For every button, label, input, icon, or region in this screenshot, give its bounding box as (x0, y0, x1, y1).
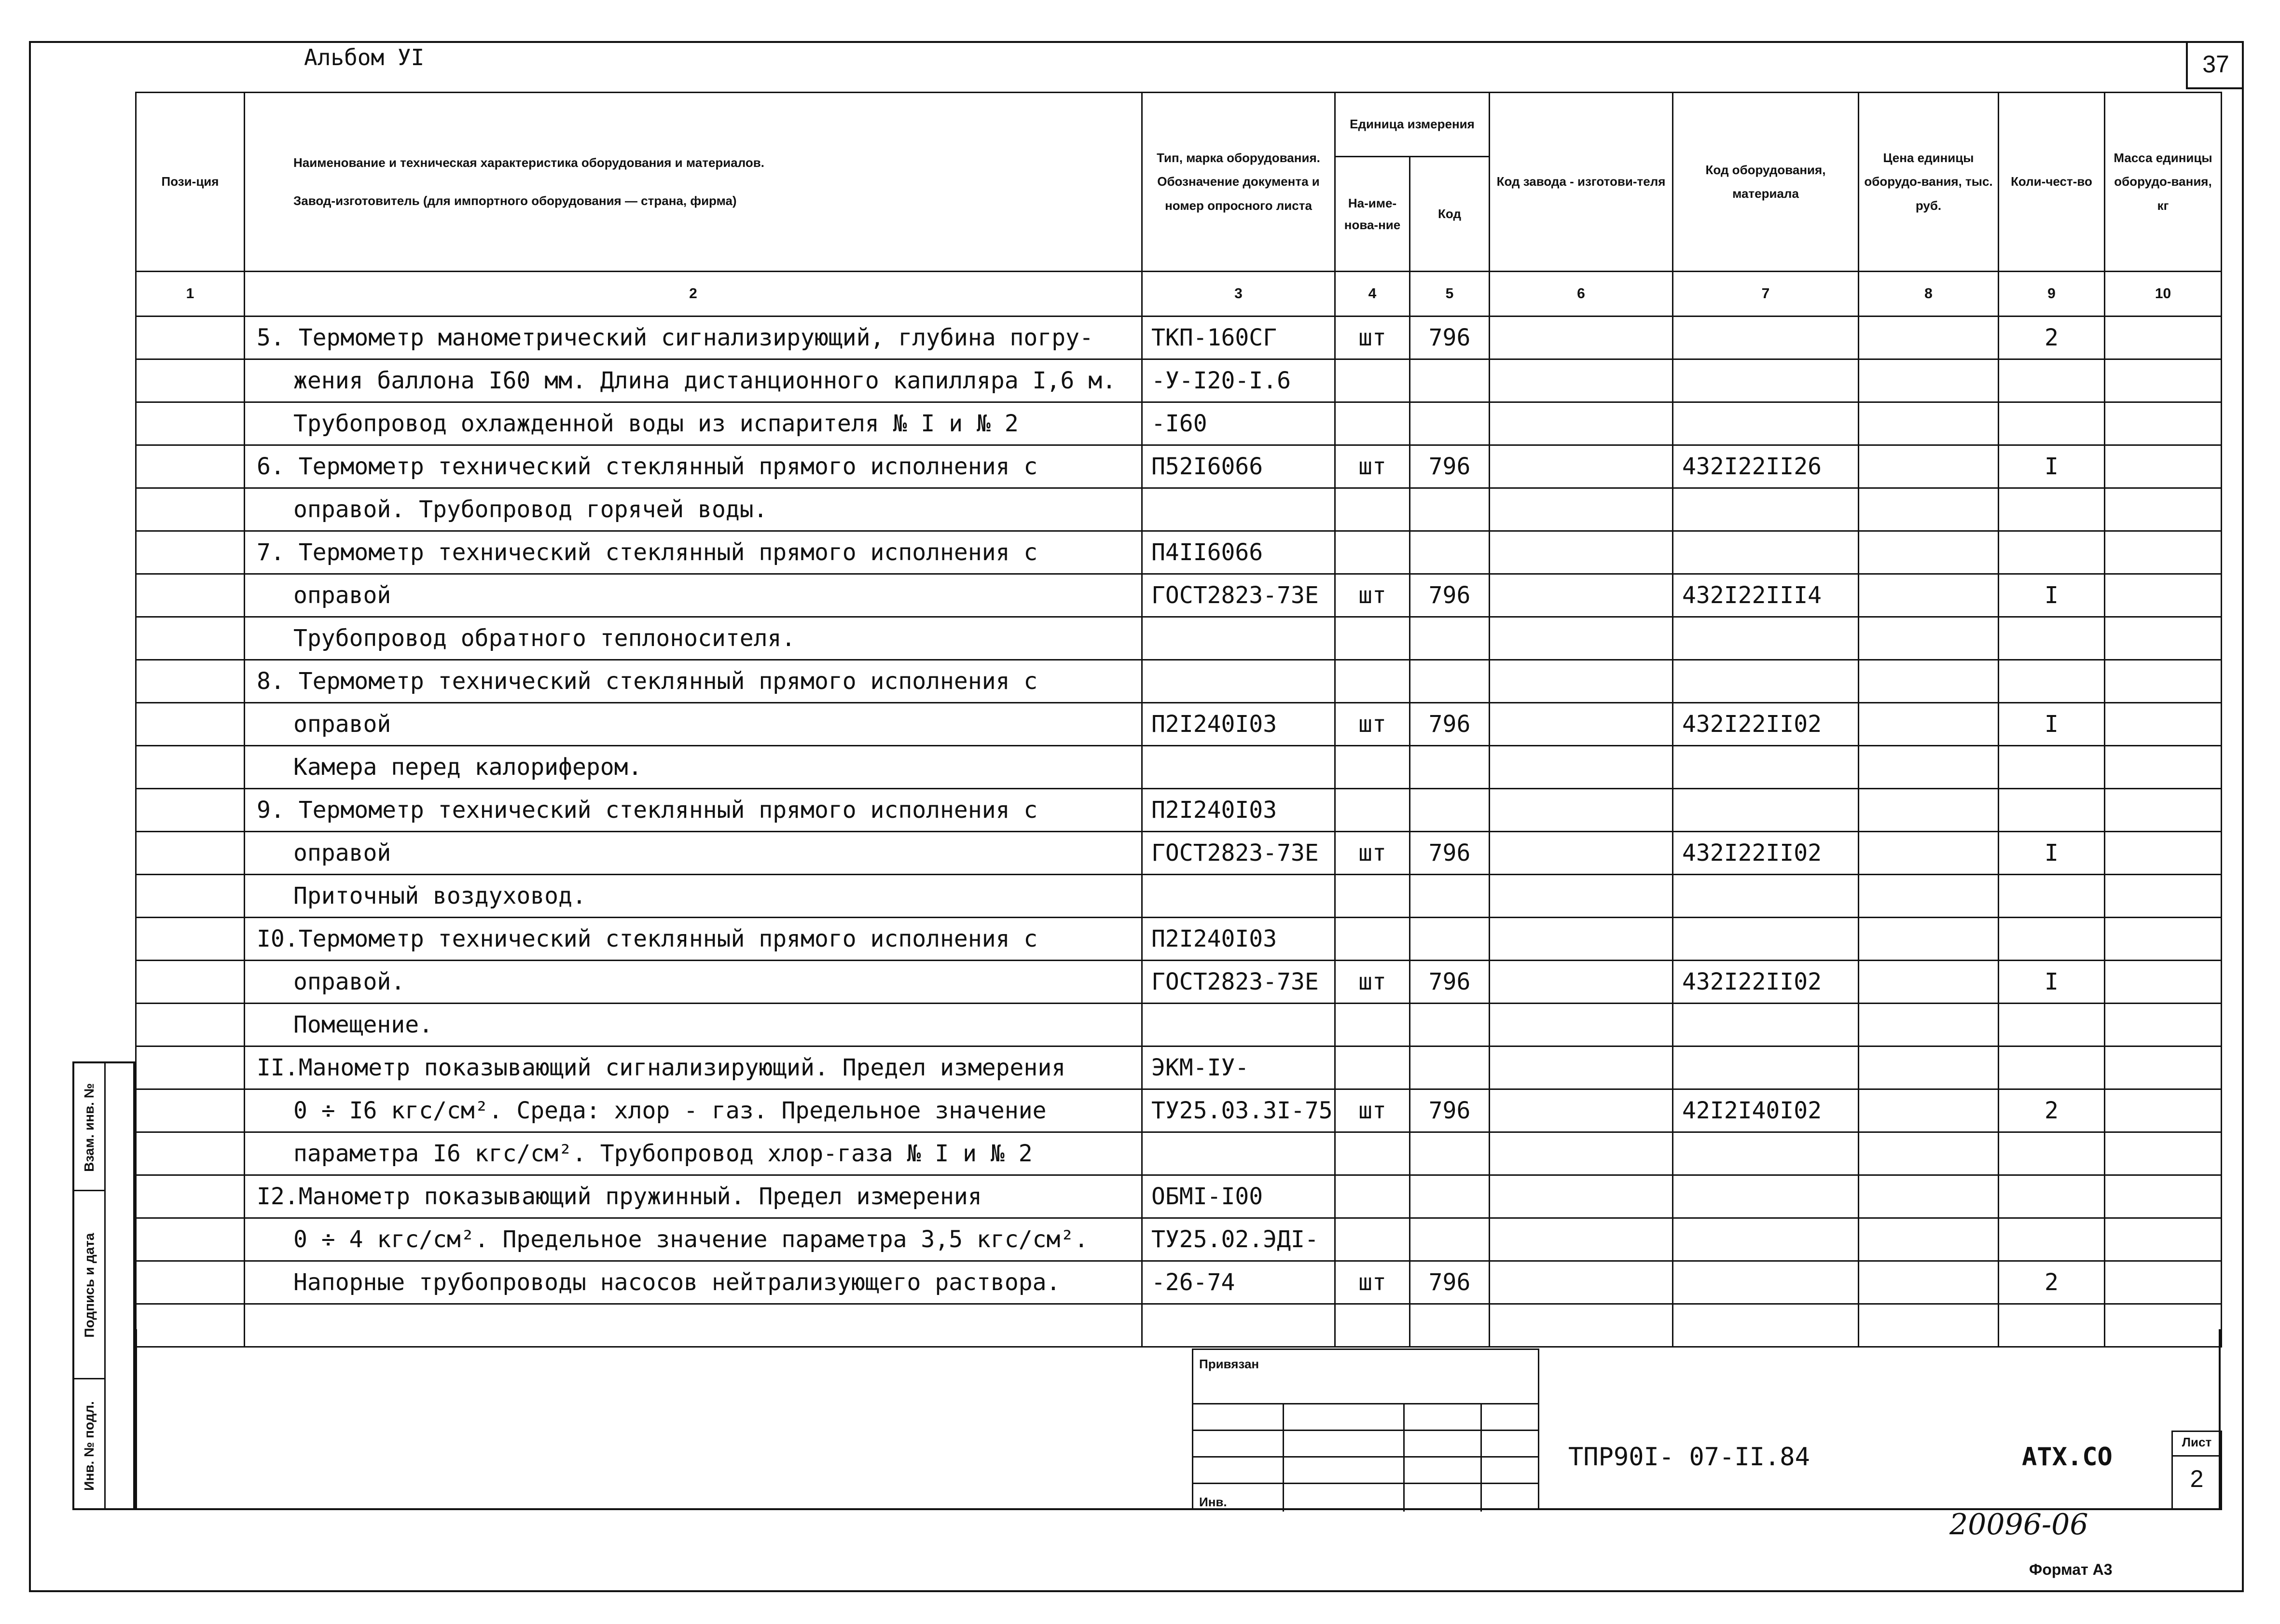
table-row (136, 531, 2222, 574)
cell-unit: шт (1335, 1261, 1410, 1304)
cell-position (136, 1004, 245, 1046)
cell-unit (1335, 789, 1410, 832)
cell-plant-code (1490, 488, 1673, 531)
cell-name: Помещение. (245, 1004, 1142, 1046)
linked-stamp (1192, 1349, 1539, 1510)
cell-qty (1999, 789, 2105, 832)
cell-price (1859, 488, 1999, 531)
side-stamp (72, 1061, 135, 1510)
cell-plant-code (1490, 789, 1673, 832)
table-row (136, 445, 2222, 488)
cell-unit (1335, 402, 1410, 445)
cell-unit-code (1410, 875, 1490, 918)
cell-type: -I60 (1142, 402, 1335, 445)
cell-type (1142, 1004, 1335, 1046)
cell-price (1859, 445, 1999, 488)
cell-price (1859, 1261, 1999, 1304)
cell-qty: 2 (1999, 317, 2105, 359)
cell-qty: I (1999, 703, 2105, 746)
sheet-label: Лист (2182, 1435, 2212, 1449)
cell-equip-code: 432I22II02 (1673, 832, 1859, 875)
cell-type: -26-74 (1142, 1261, 1335, 1304)
cell-equip-code (1673, 875, 1859, 918)
table-row (136, 488, 2222, 531)
table-row (136, 1046, 2222, 1089)
cell-equip-code: 432I22II02 (1673, 961, 1859, 1004)
cell-equip-code (1673, 531, 1859, 574)
cell-name: I0.Термометр технический стеклянный прямого исполнения с (245, 918, 1142, 961)
cell-unit: шт (1335, 445, 1410, 488)
cell-unit-code (1410, 746, 1490, 789)
cell-plant-code (1490, 359, 1673, 402)
cell-price (1859, 1132, 1999, 1175)
cell-unit-code (1410, 488, 1490, 531)
cell-position (136, 1218, 245, 1261)
cell-mass (2105, 832, 2222, 875)
cell-type (1142, 488, 1335, 531)
column-number: 4 (1335, 272, 1410, 317)
column-number: 3 (1142, 272, 1335, 317)
cell-unit (1335, 1218, 1410, 1261)
cell-price (1859, 789, 1999, 832)
cell-unit: шт (1335, 832, 1410, 875)
cell-unit-code (1410, 660, 1490, 703)
cell-plant-code (1490, 1089, 1673, 1132)
column-number: 9 (1999, 272, 2105, 317)
cell-type (1142, 875, 1335, 918)
cell-equip-code (1673, 789, 1859, 832)
cell-qty (1999, 1218, 2105, 1261)
column-number: 5 (1410, 272, 1490, 317)
col-header-unit-code: Код (1410, 157, 1490, 272)
cell-plant-code (1490, 1004, 1673, 1046)
column-number: 8 (1859, 272, 1999, 317)
cell-mass (2105, 317, 2222, 359)
cell-unit: шт (1335, 574, 1410, 617)
cell-plant-code (1490, 660, 1673, 703)
cell-equip-code (1673, 1132, 1859, 1175)
cell-name: 8. Термометр технический стеклянный прямого исполнения с (245, 660, 1142, 703)
cell-mass (2105, 961, 2222, 1004)
cell-type: ТУ25.02.ЭДI- (1142, 1218, 1335, 1261)
cell-mass (2105, 1089, 2222, 1132)
table-row (136, 746, 2222, 789)
cell-price (1859, 317, 1999, 359)
cell-unit-code: 796 (1410, 703, 1490, 746)
cell-qty: I (1999, 574, 2105, 617)
cell-position (136, 746, 245, 789)
cell-position (136, 875, 245, 918)
column-number: 7 (1673, 272, 1859, 317)
album-title: Альбом УI (304, 44, 425, 70)
cell-position (136, 832, 245, 875)
table-row (136, 961, 2222, 1004)
table-row (136, 789, 2222, 832)
cell-unit-code: 796 (1410, 445, 1490, 488)
cell-name: жения баллона I60 мм. Длина дистанционного капилляра I,6 м. (245, 359, 1142, 402)
cell-mass (2105, 531, 2222, 574)
cell-mass (2105, 1004, 2222, 1046)
cell-qty (1999, 660, 2105, 703)
cell-price (1859, 1089, 1999, 1132)
side-label-inv-orig: Инв. № подл. (82, 1401, 97, 1491)
cell-unit-code (1410, 531, 1490, 574)
cell-position (136, 961, 245, 1004)
col-header-unit-group: Единица измерения (1335, 93, 1490, 157)
cell-mass (2105, 617, 2222, 660)
cell-unit-code (1410, 402, 1490, 445)
cell-type: -У-I20-I.6 (1142, 359, 1335, 402)
cell-mass (2105, 445, 2222, 488)
cell-unit-code (1410, 1132, 1490, 1175)
column-number: 6 (1490, 272, 1673, 317)
cell-mass (2105, 1261, 2222, 1304)
cell-type: ТУ25.03.3I-75 (1142, 1089, 1335, 1132)
cell-equip-code (1673, 1261, 1859, 1304)
cell-plant-code (1490, 875, 1673, 918)
cell-type: П52I6066 (1142, 445, 1335, 488)
cell-unit-code (1410, 1004, 1490, 1046)
cell-name: 7. Термометр технический стеклянный прямого исполнения с (245, 531, 1142, 574)
cell-unit-code (1410, 1218, 1490, 1261)
cell-equip-code: 432I22III4 (1673, 574, 1859, 617)
sheet-number: 2 (2190, 1465, 2204, 1492)
cell-position (136, 574, 245, 617)
cell-equip-code (1673, 1175, 1859, 1218)
cell-position (136, 1132, 245, 1175)
cell-qty (1999, 1175, 2105, 1218)
cell-equip-code (1673, 317, 1859, 359)
cell-qty (1999, 1046, 2105, 1089)
col-header-name (245, 93, 1142, 272)
cell-equip-code: 432I22II26 (1673, 445, 1859, 488)
cell-position (136, 317, 245, 359)
table-row (136, 1261, 2222, 1304)
cell-type: П2I240I03 (1142, 918, 1335, 961)
cell-position (136, 1089, 245, 1132)
cell-type: П2I240I03 (1142, 703, 1335, 746)
table-row (136, 1004, 2222, 1046)
col-header-position: Пози-ция (136, 93, 245, 272)
cell-position (136, 445, 245, 488)
cell-type: ОБМI-I00 (1142, 1175, 1335, 1218)
cell-mass (2105, 875, 2222, 918)
cell-unit-code (1410, 1046, 1490, 1089)
cell-position (136, 789, 245, 832)
bottom-block (135, 1329, 2221, 1510)
col-header-name-line2: Завод-изготовитель (для импортного оборудования — страна, фирма) (293, 193, 737, 208)
cell-qty (1999, 746, 2105, 789)
cell-position (136, 1175, 245, 1218)
cell-plant-code (1490, 1175, 1673, 1218)
cell-price (1859, 1004, 1999, 1046)
cell-mass (2105, 1175, 2222, 1218)
cell-unit-code (1410, 1175, 1490, 1218)
table-row (136, 703, 2222, 746)
cell-equip-code (1673, 746, 1859, 789)
cell-name: оправой (245, 703, 1142, 746)
table-row (136, 832, 2222, 875)
cell-unit (1335, 746, 1410, 789)
cell-qty (1999, 617, 2105, 660)
cell-mass (2105, 1046, 2222, 1089)
col-header-price: Цена единицы оборудо-вания, тыс. руб. (1859, 93, 1999, 272)
column-number: 10 (2105, 272, 2222, 317)
cell-unit-code: 796 (1410, 832, 1490, 875)
col-header-type: Тип, марка оборудования. Обозначение документа и номер опросного листа (1142, 93, 1335, 272)
cell-mass (2105, 789, 2222, 832)
cell-mass (2105, 660, 2222, 703)
cell-name: оправой. (245, 961, 1142, 1004)
cell-name: I2.Манометр показывающий пружинный. Предел измерения (245, 1175, 1142, 1218)
cell-unit: шт (1335, 703, 1410, 746)
column-number-row (136, 272, 2222, 317)
cell-qty (1999, 359, 2105, 402)
cell-name: Трубопровод обратного теплоносителя. (245, 617, 1142, 660)
cell-unit (1335, 1175, 1410, 1218)
stamp-inv-label: Инв. (1199, 1495, 1227, 1509)
cell-type (1142, 746, 1335, 789)
cell-equip-code: 42I2I40I02 (1673, 1089, 1859, 1132)
cell-type (1142, 617, 1335, 660)
cell-position (136, 703, 245, 746)
cell-position (136, 359, 245, 402)
col-header-equip-code: Код оборудования, материала (1673, 93, 1859, 272)
cell-position (136, 1046, 245, 1089)
cell-type (1142, 660, 1335, 703)
document-mark: АТХ.СО (2022, 1443, 2113, 1472)
col-header-unit-name: На-име-нова-ние (1335, 157, 1410, 272)
cell-name: параметра I6 кгс/см². Трубопровод хлор-газа № I и № 2 (245, 1132, 1142, 1175)
cell-plant-code (1490, 1132, 1673, 1175)
cell-equip-code (1673, 1046, 1859, 1089)
cell-qty: I (1999, 961, 2105, 1004)
cell-type: ЭКМ-IУ- (1142, 1046, 1335, 1089)
cell-type: ГОСТ2823-73Е (1142, 961, 1335, 1004)
cell-unit-code: 796 (1410, 574, 1490, 617)
cell-mass (2105, 703, 2222, 746)
table-row (136, 1218, 2222, 1261)
cell-name: 6. Термометр технический стеклянный прямого исполнения с (245, 445, 1142, 488)
cell-price (1859, 918, 1999, 961)
col-header-plant-code: Код завода - изготови-теля (1490, 93, 1673, 272)
cell-equip-code: 432I22II02 (1673, 703, 1859, 746)
cell-qty (1999, 531, 2105, 574)
cell-price (1859, 1046, 1999, 1089)
cell-qty (1999, 1004, 2105, 1046)
cell-price (1859, 660, 1999, 703)
cell-unit (1335, 1132, 1410, 1175)
cell-name: Приточный воздуховод. (245, 875, 1142, 918)
cell-plant-code (1490, 574, 1673, 617)
cell-unit (1335, 1004, 1410, 1046)
cell-price (1859, 746, 1999, 789)
cell-plant-code (1490, 703, 1673, 746)
cell-plant-code (1490, 1046, 1673, 1089)
cell-equip-code (1673, 1218, 1859, 1261)
side-label-inv-replace: Взам. инв. № (82, 1083, 97, 1172)
cell-qty (1999, 402, 2105, 445)
page-number: 37 (2186, 41, 2244, 89)
cell-unit-code (1410, 359, 1490, 402)
side-label-sign-date: Подпись и дата (82, 1233, 97, 1338)
cell-name: Трубопровод охлажденной воды из испарителя № I и № 2 (245, 402, 1142, 445)
cell-name: Напорные трубопроводы насосов нейтрализующего раствора. (245, 1261, 1142, 1304)
cell-type: П2I240I03 (1142, 789, 1335, 832)
cell-plant-code (1490, 1261, 1673, 1304)
cell-price (1859, 617, 1999, 660)
cell-qty: I (1999, 445, 2105, 488)
cell-qty: I (1999, 832, 2105, 875)
cell-unit (1335, 875, 1410, 918)
table-row (136, 1089, 2222, 1132)
table-row (136, 1132, 2222, 1175)
col-header-mass: Масса единицы оборудо-вания, кг (2105, 93, 2222, 272)
cell-plant-code (1490, 1218, 1673, 1261)
column-number: 2 (245, 272, 1142, 317)
cell-unit (1335, 1046, 1410, 1089)
cell-qty (1999, 918, 2105, 961)
cell-unit-code (1410, 789, 1490, 832)
table-row (136, 918, 2222, 961)
cell-unit (1335, 531, 1410, 574)
cell-unit: шт (1335, 317, 1410, 359)
cell-equip-code (1673, 918, 1859, 961)
cell-unit-code: 796 (1410, 1089, 1490, 1132)
table-row (136, 660, 2222, 703)
cell-price (1859, 1175, 1999, 1218)
cell-position (136, 488, 245, 531)
cell-unit-code (1410, 918, 1490, 961)
paper-format: Формат А3 (2029, 1561, 2113, 1578)
cell-position (136, 660, 245, 703)
cell-unit-code (1410, 617, 1490, 660)
cell-mass (2105, 488, 2222, 531)
cell-mass (2105, 1218, 2222, 1261)
stamp-linked-label: Привязан (1199, 1357, 1259, 1371)
col-header-qty: Коли-чест-во (1999, 93, 2105, 272)
cell-unit (1335, 488, 1410, 531)
table-body (136, 317, 2222, 1347)
cell-equip-code (1673, 488, 1859, 531)
cell-position (136, 1261, 245, 1304)
cell-mass (2105, 359, 2222, 402)
cell-mass (2105, 402, 2222, 445)
specification-table (135, 92, 2222, 1348)
cell-unit (1335, 660, 1410, 703)
cell-qty (1999, 875, 2105, 918)
cell-mass (2105, 574, 2222, 617)
cell-equip-code (1673, 660, 1859, 703)
table-row (136, 402, 2222, 445)
cell-qty: 2 (1999, 1089, 2105, 1132)
cell-name: 0 ÷ 4 кгс/см². Предельное значение параметра 3,5 кгс/см². (245, 1218, 1142, 1261)
table-row (136, 875, 2222, 918)
cell-equip-code (1673, 402, 1859, 445)
cell-unit (1335, 359, 1410, 402)
table-row (136, 617, 2222, 660)
cell-plant-code (1490, 317, 1673, 359)
cell-name: оправой. Трубопровод горячей воды. (245, 488, 1142, 531)
cell-plant-code (1490, 617, 1673, 660)
cell-qty (1999, 488, 2105, 531)
cell-plant-code (1490, 531, 1673, 574)
cell-name: 5. Термометр манометрический сигнализирующий, глубина погру- (245, 317, 1142, 359)
table-row (136, 317, 2222, 359)
cell-unit-code: 796 (1410, 961, 1490, 1004)
cell-unit: шт (1335, 1089, 1410, 1132)
cell-plant-code (1490, 445, 1673, 488)
cell-unit (1335, 918, 1410, 961)
col-header-name-line1: Наименование и техническая характеристика оборудования и материалов. (293, 155, 765, 170)
table-row (136, 574, 2222, 617)
cell-name: 9. Термометр технический стеклянный прямого исполнения с (245, 789, 1142, 832)
cell-position (136, 918, 245, 961)
cell-plant-code (1490, 918, 1673, 961)
cell-qty (1999, 1132, 2105, 1175)
cell-type: ГОСТ2823-73Е (1142, 574, 1335, 617)
cell-mass (2105, 1132, 2222, 1175)
cell-unit-code: 796 (1410, 317, 1490, 359)
sheet-box (2171, 1431, 2222, 1510)
cell-plant-code (1490, 961, 1673, 1004)
cell-name: оправой (245, 574, 1142, 617)
cell-price (1859, 832, 1999, 875)
cell-equip-code (1673, 1004, 1859, 1046)
table-row (136, 1175, 2222, 1218)
cell-type (1142, 1132, 1335, 1175)
column-number: 1 (136, 272, 245, 317)
cell-price (1859, 875, 1999, 918)
cell-type: ГОСТ2823-73Е (1142, 832, 1335, 875)
cell-plant-code (1490, 832, 1673, 875)
cell-name: Камера перед калорифером. (245, 746, 1142, 789)
cell-qty: 2 (1999, 1261, 2105, 1304)
cell-position (136, 402, 245, 445)
cell-position (136, 531, 245, 574)
document-code: ТПР90I- 07-II.84 (1568, 1443, 1810, 1472)
cell-price (1859, 359, 1999, 402)
cell-position (136, 617, 245, 660)
cell-price (1859, 402, 1999, 445)
handwritten-number: 20096-06 (1949, 1508, 2088, 1541)
table-row (136, 359, 2222, 402)
cell-equip-code (1673, 617, 1859, 660)
cell-name: II.Манометр показывающий сигнализирующий. Предел измерения (245, 1046, 1142, 1089)
cell-mass (2105, 918, 2222, 961)
cell-unit: шт (1335, 961, 1410, 1004)
cell-price (1859, 961, 1999, 1004)
cell-price (1859, 531, 1999, 574)
cell-price (1859, 574, 1999, 617)
cell-name: оправой (245, 832, 1142, 875)
cell-plant-code (1490, 402, 1673, 445)
cell-unit-code: 796 (1410, 1261, 1490, 1304)
cell-unit (1335, 617, 1410, 660)
cell-name: 0 ÷ I6 кгс/см². Среда: хлор - газ. Предельное значение (245, 1089, 1142, 1132)
cell-type: П4II6066 (1142, 531, 1335, 574)
cell-price (1859, 1218, 1999, 1261)
cell-equip-code (1673, 359, 1859, 402)
cell-plant-code (1490, 746, 1673, 789)
cell-type: ТКП-160СГ (1142, 317, 1335, 359)
cell-price (1859, 703, 1999, 746)
cell-mass (2105, 746, 2222, 789)
